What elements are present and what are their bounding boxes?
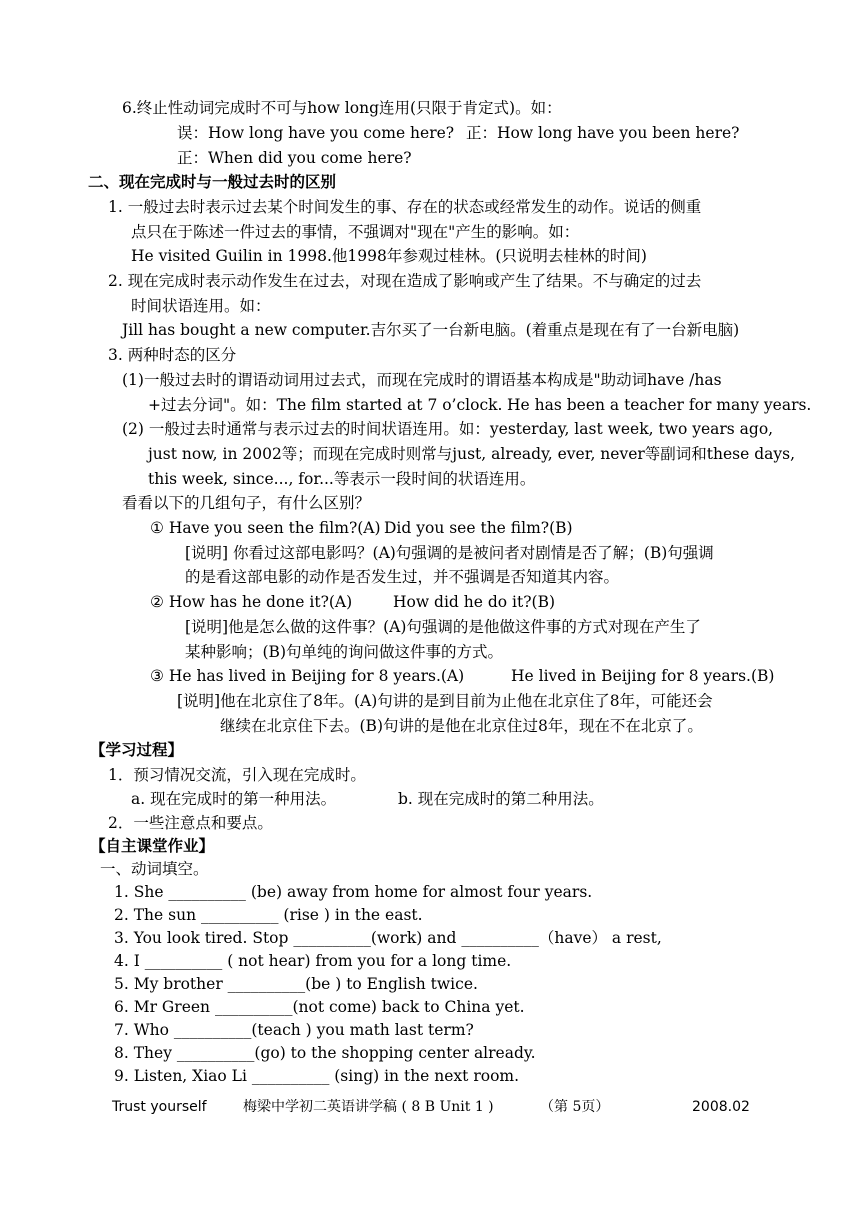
exercise-item: 2. The sun __________ (rise ) in the east. [114,906,423,924]
footer-motto: Trust yourself [112,1099,207,1115]
example-1b: Did you see the film?(B) [384,519,573,537]
point-2-example: Jill has bought a new computer.吉尔买了一台新电脑。(着重点是现在有了一台新电脑) [122,321,740,339]
example-3-note-2: 继续在北京住下去。(B)句讲的是他在北京住过8年，现在不在北京了。 [220,717,703,735]
example-3-note-1: [说明]他在北京住了8年。(A)句讲的是到目前为止他在北京住了8年，可能还会 [177,692,713,710]
footer-page-number: （第 5页） [540,1099,610,1115]
process-item-1: 1．预习情况交流，引入现在完成时。 [108,766,366,784]
right-example-2: 正：When did you come here? [177,149,412,167]
right-example-1: 正：How long have you been here? [466,124,740,142]
process-heading: 【学习过程】 [90,740,184,759]
homework-heading: 【自主课堂作业】 [90,836,215,855]
point-3b-line-2: just now, in 2002等；而现在完成时则常与just, already, ever, never等副词和these days, [148,445,796,463]
exercise-item: 9. Listen, Xiao Li __________ (sing) in the next room. [114,1067,520,1085]
point-3b-line-1: (2) 一般过去时通常与表示过去的时间状语连用。如：yesterday, last week, two years ago, [122,420,774,438]
homework-subheading: 一、动词填空。 [100,860,209,878]
exercise-item: 3. You look tired. Stop __________(work) and __________（have） a rest, [114,929,662,947]
example-2-note-2: 某种影响；(B)句单纯的询问做这件事的方式。 [185,643,503,661]
footer-date: 2008.02 [692,1099,750,1115]
footer-title: 梅梁中学初二英语讲学稿 ( 8 B Unit 1 ) [243,1099,494,1115]
point-2-line-2: 时间状语连用。如： [131,297,271,315]
point-1-example: He visited Guilin in 1998.他1998年参观过桂林。(只说明去桂林的时间) [131,247,647,265]
exercise-item: 5. My brother __________(be ) to English twice. [114,975,478,993]
point-3b-line-3: this week, since..., for...等表示一段时间的状语连用。 [148,470,536,488]
example-2a: ② How has he done it?(A) [150,593,353,611]
process-item-2: 2．一些注意点和要点。 [108,814,273,832]
process-item-1a: a. 现在完成时的第一种用法。 [131,790,337,808]
wrong-example: 误：How long have you come here? [177,124,455,142]
point-3a-line-1: (1)一般过去时的谓语动词用过去式，而现在完成时的谓语基本构成是"助动词have /has [122,371,722,389]
point-1-line-1: 1. 一般过去时表示过去某个时间发生的事、存在的状态或经常发生的动作。说话的侧重 [108,198,702,216]
section-heading-difference: 二、现在完成时与一般过去时的区别 [88,172,337,191]
exercise-item: 7. Who __________(teach ) you math last term? [114,1021,474,1039]
exercise-item: 1. She __________ (be) away from home for almost four years. [114,883,593,901]
example-2-note-1: [说明]他是怎么做的这件事？(A)句强调的是他做这件事的方式对现在产生了 [185,618,701,636]
rule-6: 6.终止性动词完成时不可与how long连用(只限于肯定式)。如： [122,99,562,117]
point-2-line-1: 2. 现在完成时表示动作发生在过去，对现在造成了影响或产生了结果。不与确定的过去 [108,272,702,290]
example-2b: How did he do it?(B) [393,593,556,611]
example-1-note-1: [说明] 你看过这部电影吗？(A)句强调的是被问者对剧情是否了解；(B)句强调 [185,544,714,562]
exercise-item: 6. Mr Green __________(not come) back to China yet. [114,998,525,1016]
process-item-1b: b. 现在完成时的第二种用法。 [398,790,604,808]
exercise-item: 4. I __________ ( not hear) from you for a long time. [114,952,512,970]
example-1a: ① Have you seen the film?(A) [150,519,381,537]
point-1-line-2: 点只在于陈述一件过去的事情，不强调对"现在"产生的影响。如： [131,223,580,241]
point-3a-line-2: +过去分词"。如：The film started at 7 o’clock. [148,396,503,414]
point-3: 3. 两种时态的区分 [108,346,237,364]
example-3a: ③ He has lived in Beijing for 8 years.(A) [150,667,465,685]
example-1-note-2: 的是看这部电影的动作是否发生过，并不强调是否知道其内容。 [185,568,620,586]
point-3a-line-2b: He has been a teacher for many years. [507,396,812,414]
exercise-item: 8. They __________(go) to the shopping center already. [114,1044,536,1062]
compare-prompt: 看看以下的几组句子，有什么区别？ [122,494,371,512]
example-3b: He lived in Beijing for 8 years.(B) [511,667,775,685]
